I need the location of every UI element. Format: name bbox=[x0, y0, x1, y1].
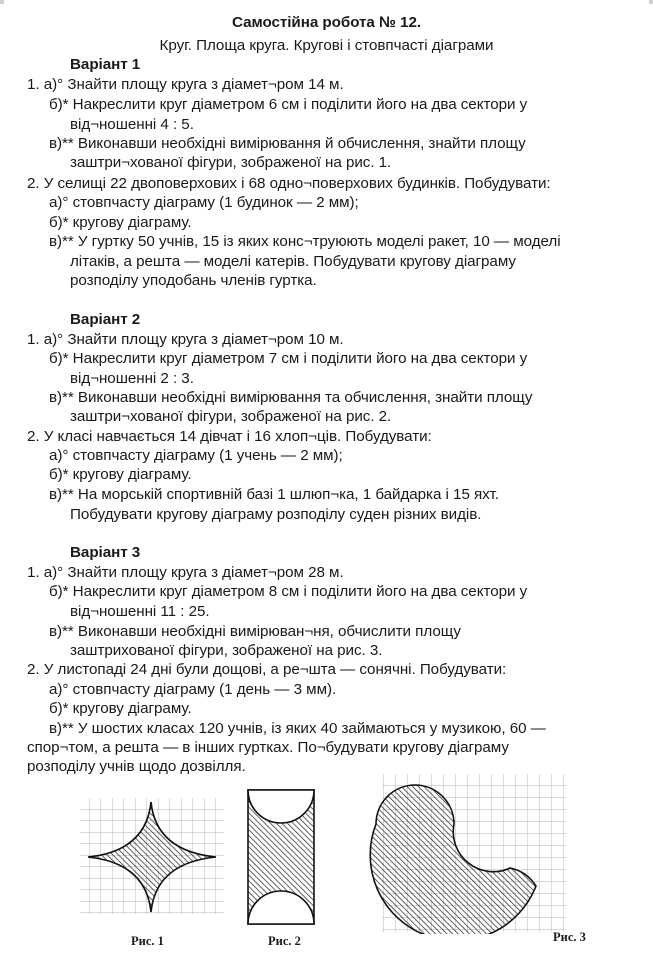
v2-line: в)** Виконавши необхідні вимірювання та обчислення, знайти площу bbox=[49, 389, 533, 406]
v3-line: заштрихованої фігури, зображеної на рис. 3. bbox=[70, 642, 383, 659]
variant-2-heading: Варіант 2 bbox=[70, 311, 141, 328]
figure-1-star bbox=[78, 798, 226, 916]
v1-line: в)** У гуртку 50 учнів, 15 із яких конс¬труюють моделі ракет, 10 — моделі bbox=[49, 233, 561, 250]
v2-line: в)** На морській спортивній базі 1 шлюп¬ка, 1 байдарка і 15 яхт. bbox=[49, 486, 499, 503]
v2-line: заштри¬хованої фігури, зображеної на рис. 2. bbox=[70, 408, 392, 425]
v2-line: б)* кругову діаграму. bbox=[49, 466, 192, 483]
v3-line: спор¬том, а решта — в інших гуртках. По¬будувати кругову діаграму bbox=[27, 739, 509, 756]
v1-line: 2. У селищі 22 двоповерхових і 68 одно¬поверхових будинків. Побудувати: bbox=[27, 175, 551, 192]
v2-line: 1. а)° Знайти площу круга з діамет¬ром 10 м. bbox=[27, 331, 344, 348]
figure-2-rectangle bbox=[246, 788, 318, 928]
corner-marker-left bbox=[0, 0, 4, 4]
v1-line: б)* кругову діаграму. bbox=[49, 214, 192, 231]
v2-line: б)* Накреслити круг діаметром 7 см і поділити його на два сектори у bbox=[49, 350, 528, 367]
v1-line: а)° стовпчасту діаграму (1 будинок — 2 мм); bbox=[49, 194, 359, 211]
v3-line: від¬ношенні 11 : 25. bbox=[70, 603, 210, 620]
v2-line: а)° стовпчасту діаграму (1 учень — 2 мм); bbox=[49, 447, 343, 464]
v3-line: а)° стовпчасту діаграму (1 день — 3 мм). bbox=[49, 681, 337, 698]
v3-line: в)** У шостих класах 120 учнів, із яких 40 займаються у музикою, 60 — bbox=[49, 720, 546, 737]
v1-line: від¬ношенні 4 : 5. bbox=[70, 116, 194, 133]
v3-line: б)* кругову діаграму. bbox=[49, 700, 192, 717]
v3-line: 1. а)° Знайти площу круга з діамет¬ром 28 м. bbox=[27, 564, 344, 581]
v1-line: заштри¬хованої фігури, зображеної на рис. 1. bbox=[70, 154, 392, 171]
figure-3-shape bbox=[360, 774, 568, 934]
figure-3-caption: Рис. 3 bbox=[553, 930, 586, 944]
document-title: Самостійна робота № 12. bbox=[231, 14, 422, 31]
figure-1-caption: Рис. 1 bbox=[131, 934, 164, 948]
v1-line: літаків, а решта — моделі катерів. Побудувати кругову діаграму bbox=[70, 253, 516, 270]
v1-line: б)* Накреслити круг діаметром 6 см і поділити його на два сектори у bbox=[49, 96, 528, 113]
v2-line: від¬ношенні 2 : 3. bbox=[70, 370, 194, 387]
variant-1-heading: Варіант 1 bbox=[70, 56, 141, 73]
v1-line: в)** Виконавши необхідні вимірювання й обчислення, знайти площу bbox=[49, 135, 526, 152]
v1-line: розподілу уподобань членів гуртка. bbox=[70, 272, 317, 289]
v2-line: Побудувати кругову діаграму розподілу суден різних видів. bbox=[70, 506, 482, 523]
corner-marker-right bbox=[649, 0, 653, 4]
figure-2-caption: Рис. 2 bbox=[268, 934, 301, 948]
document-subtitle: Круг. Площа круга. Кругові і стовпчасті діаграми bbox=[159, 37, 494, 54]
v3-line: в)** Виконавши необхідні вимірюван¬ня, обчислити площу bbox=[49, 623, 461, 640]
v2-line: 2. У класі навчається 14 дівчат і 16 хлоп¬ців. Побудувати: bbox=[27, 428, 432, 445]
v3-line: розподілу учнів щодо дозвілля. bbox=[27, 758, 246, 775]
variant-3-heading: Варіант 3 bbox=[70, 544, 141, 561]
v3-line: б)* Накреслити круг діаметром 8 см і поділити його на два сектори у bbox=[49, 583, 528, 600]
v3-line: 2. У листопаді 24 дні були дощові, а ре¬шта — сонячні. Побудувати: bbox=[27, 661, 507, 678]
v1-line: 1. а)° Знайти площу круга з діамет¬ром 14 м. bbox=[27, 76, 344, 93]
